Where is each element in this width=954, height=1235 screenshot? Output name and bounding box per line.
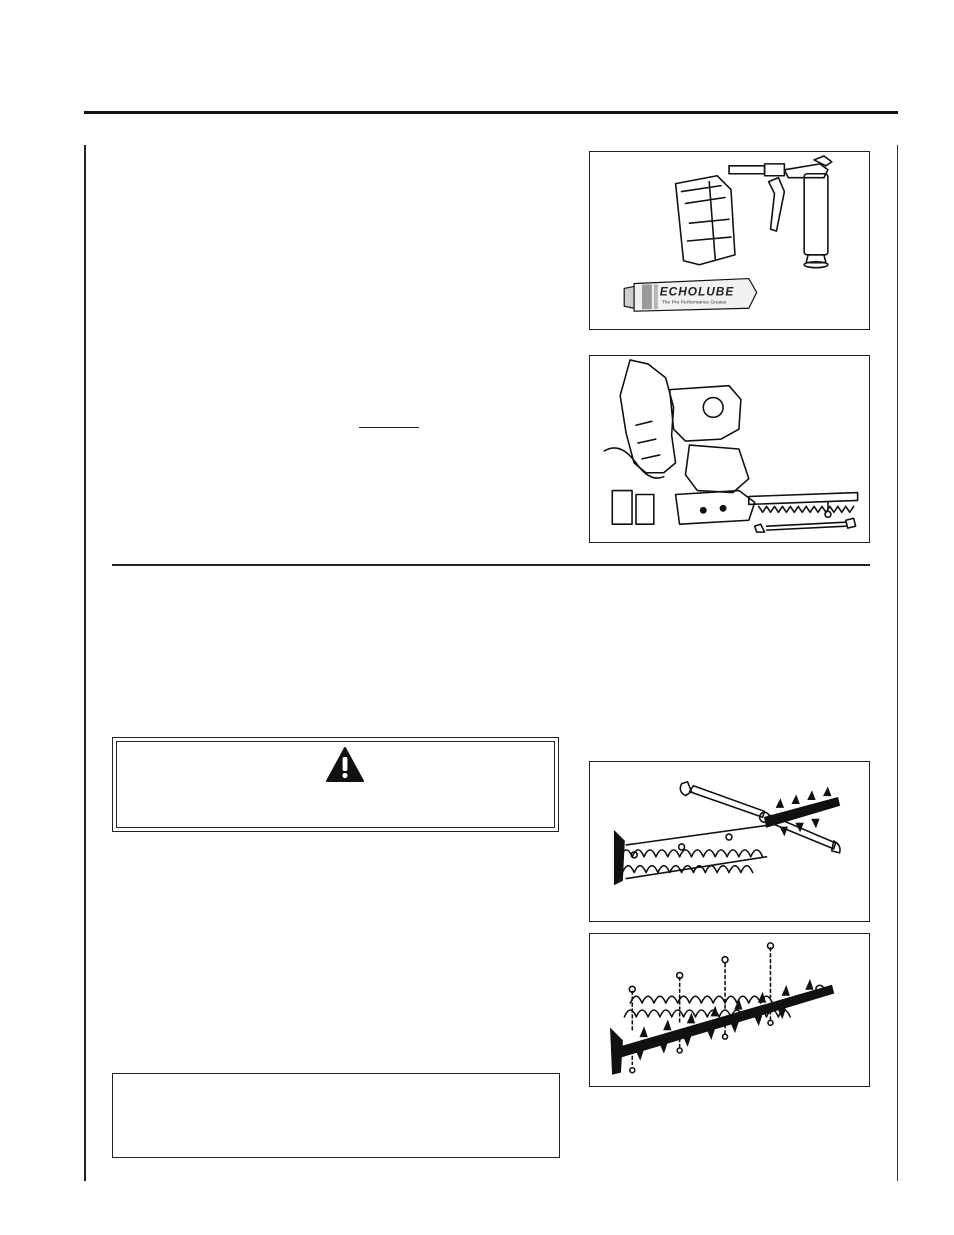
right-column-rule xyxy=(897,145,898,1181)
open-wrench-illustration xyxy=(680,782,840,853)
note-box xyxy=(112,1073,560,1158)
blade-bolt-removal-illustration xyxy=(590,762,869,921)
blade-illustration xyxy=(749,493,858,513)
figure-blade-assembly xyxy=(589,933,870,1087)
grease-tube-illustration xyxy=(624,279,757,312)
warning-box-inner xyxy=(116,741,555,828)
blade-assembly-illustration xyxy=(590,934,869,1086)
grease-gun-illustration xyxy=(729,156,832,268)
left-column-rule xyxy=(84,145,86,1181)
bolt-exploded-lines xyxy=(629,943,823,1073)
figure-blade-bolt-removal xyxy=(589,761,870,922)
blade-teeth-illustration xyxy=(614,825,768,884)
figure-gearbox-lubrication xyxy=(589,355,870,543)
lower-blade-illustration xyxy=(611,980,834,1074)
warning-triangle-icon xyxy=(325,746,365,784)
gearbox-lubrication-illustration xyxy=(590,356,869,542)
warning-box xyxy=(112,737,559,832)
tube-brand-label: ECHOLUBE xyxy=(659,284,735,299)
hand-illustration xyxy=(604,360,675,478)
header-rule xyxy=(84,111,898,114)
gearbox-illustration xyxy=(612,386,754,525)
rag-illustration xyxy=(676,176,735,265)
underline-mark xyxy=(359,427,419,428)
tube-subtitle: The Pro Performance Grease xyxy=(661,300,727,306)
section-divider xyxy=(112,564,870,566)
figure-grease-supplies xyxy=(589,151,870,330)
grease-supplies-illustration xyxy=(590,152,869,329)
